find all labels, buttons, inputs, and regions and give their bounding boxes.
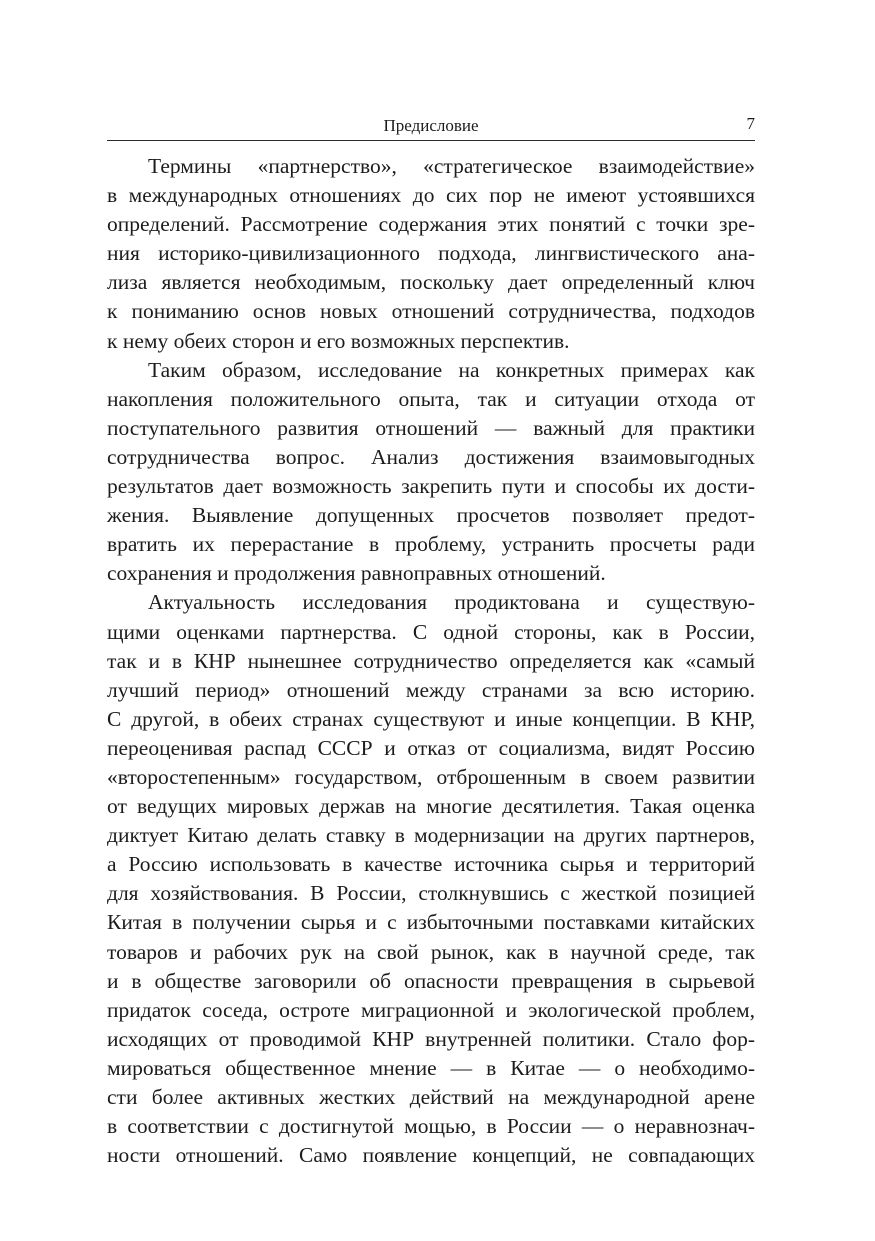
- text-line: товаров и рабочих рук на свой рынок, как в научной среде, так: [107, 939, 755, 964]
- text-line: и в обществе заговорили об опасности превращения в сырьевой: [107, 968, 755, 993]
- text-line: Таким образом, исследование на конкретных примерах как: [148, 357, 755, 382]
- text-line: от ведущих мировых держав на многие десятилетия. Такая оценка: [107, 794, 755, 819]
- text-line: придаток соседа, остроте миграционной и экологической проблем,: [107, 997, 755, 1022]
- paragraph-3: [107, 588, 755, 1170]
- text-line: к пониманию основ новых отношений сотрудничества, подходов: [107, 299, 755, 324]
- running-title: Предисловие: [383, 116, 479, 135]
- text-line: накопления положительного опыта, так и ситуации отхода от: [107, 386, 755, 411]
- text-line: в соответствии с достигнутой мощью, в России — о неравнознач-: [107, 1114, 755, 1139]
- text-line: поступательного развития отношений — важный для практики: [107, 415, 755, 440]
- text-line: исходящих от проводимой КНР внутренней политики. Стало фор-: [107, 1026, 755, 1051]
- text-line: для хозяйствования. В России, столкнувшись с жесткой позицией: [107, 881, 755, 906]
- text-line: вратить их перерастание в проблему, устранить просчеты ради: [107, 532, 755, 557]
- text-line: Актуальность исследования продиктована и существую-: [148, 590, 755, 615]
- text-line: ния историко-цивилизационного подхода, лингвистического ана-: [107, 241, 755, 266]
- text-line: а Россию использовать в качестве источника сырья и территорий: [107, 852, 755, 877]
- text-line: к нему обеих сторон и его возможных перспектив.: [107, 328, 570, 353]
- text-line: сотрудничества вопрос. Анализ достижения взаимовыгодных: [107, 444, 755, 469]
- text-line: так и в КНР нынешнее сотрудничество определяется как «самый: [107, 648, 755, 673]
- text-line: в международных отношениях до сих пор не имеют устоявшихся: [107, 183, 755, 208]
- text-line: сохранения и продолжения равноправных отношений.: [107, 561, 606, 586]
- text-line: переоценивая распад СССР и отказ от социализма, видят Россию: [107, 735, 755, 760]
- text-line: «второстепенным» государством, отброшенным в своем развитии: [107, 764, 755, 789]
- text-line: С другой, в обеих странах существуют и иные концепции. В КНР,: [107, 706, 755, 731]
- text-line: результатов дает возможность закрепить пути и способы их дости-: [107, 474, 755, 499]
- text-line: сти более активных жестких действий на международной арене: [107, 1085, 755, 1109]
- text-line: мироваться общественное мнение — в Китае — о необходимо-: [107, 1055, 755, 1080]
- text-line: Китая в получении сырья и с избыточными поставками китайских: [107, 910, 755, 935]
- main-text: [107, 152, 755, 1170]
- text-line: Термины «партнерство», «стратегическое взаимодействие»: [148, 154, 755, 178]
- text-line: лиза является необходимым, поскольку дает определенный ключ: [107, 270, 755, 295]
- text-line: диктует Китаю делать ставку в модернизации на других партнеров,: [107, 823, 755, 848]
- text-line: лучший период» отношений между странами за всю историю.: [107, 677, 755, 702]
- paragraph-2: [107, 356, 755, 589]
- running-header: [107, 110, 755, 141]
- text-line: жения. Выявление допущенных просчетов позволяет предот-: [107, 503, 755, 528]
- paragraph-1: [107, 152, 755, 356]
- text-line: щими оценками партнерства. С одной стороны, как в России,: [107, 619, 755, 644]
- text-line: ности отношений. Само появление концепций, не совпадающих: [107, 1143, 755, 1168]
- text-line: определений. Рассмотрение содержания этих понятий с точки зре-: [107, 212, 755, 237]
- page-number: 7: [746, 114, 755, 133]
